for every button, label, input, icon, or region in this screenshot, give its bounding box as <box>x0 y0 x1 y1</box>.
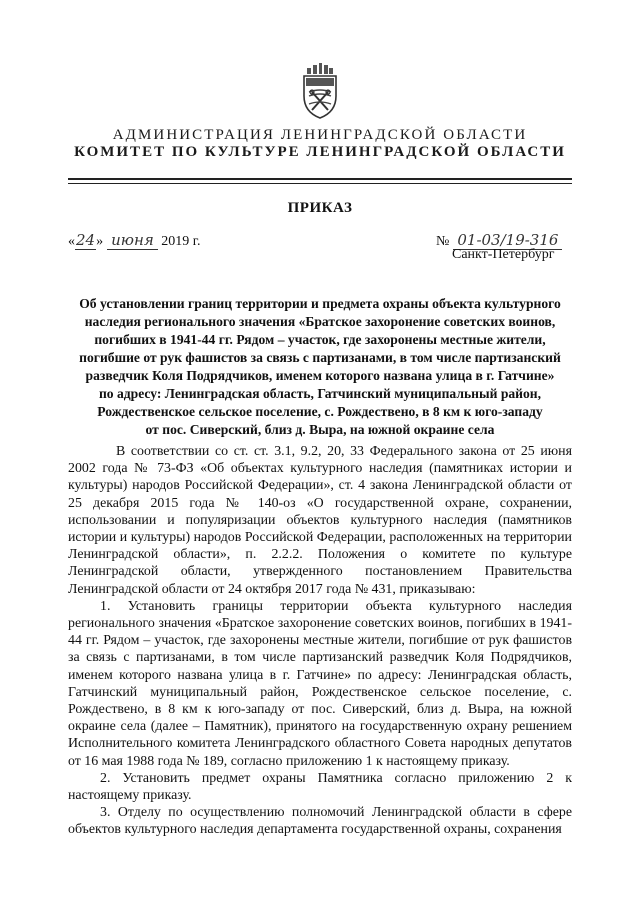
subject-line: по адресу: Ленинградская область, Гатчинский муниципальный район, <box>98 386 542 401</box>
order-item-3: 3. Отделу по осуществлению полномочий Ленинградской области в сфере объектов культурного наследия департамента государственной охраны, сохранения <box>68 805 572 838</box>
subject-line: Рождественское сельское поселение, с. Рождествено, в 8 км к юго-западу <box>97 404 543 419</box>
document-city: Санкт-Петербург <box>452 247 555 262</box>
date-year: 2019 г. <box>161 234 201 249</box>
subject-line: Об установлении границ территории и предмета охраны объекта культурного <box>79 296 561 311</box>
subject-line: разведчик Коля Подрядчиков, именем которого названа улица в г. Гатчине» <box>85 368 555 383</box>
date-day: 24 <box>76 231 96 249</box>
order-item-1: 1. Установить границы территории объекта культурного наследия регионального значения «Братское захоронение советских воинов, погибших в 1941-44 гг. Рядом – участок, где захоронены местные жители, погибшие от рук фашистов за связь с партизанами, в том числе партизанский разведчик Коля Подрядчиков, именем которого названа улица в г. Гатчине» по адресу: Ленинградская область, Гатчинский муниципальный район, Рождественское сельское поселение, с. Рождествено, в 8 км к юго-западу от пос. Сиверский, близ д. Выра, на южной окраине села (далее – Памятник), принятого на государственную охрану решением Исполнительного комитета Ленинградского областного Совета народных депутатов от 16 мая 1988 года № 189, согласно приложению 1 к настоящему приказу. <box>68 598 572 769</box>
header-rule-thick <box>68 178 572 180</box>
subject-line: наследия регионального значения «Братское захоронение советских воинов, <box>84 314 556 329</box>
number-prefix: № <box>436 234 450 249</box>
organization-line-2: КОМИТЕТ ПО КУЛЬТУРЕ ЛЕНИНГРАДСКОЙ ОБЛАСТИ <box>74 144 566 160</box>
document-subject <box>68 295 572 439</box>
subject-line: от пос. Сиверский, близ д. Выра, на южной окраине села <box>145 422 495 437</box>
coat-of-arms-icon <box>300 62 340 120</box>
number-value: 01-03/19-316 <box>453 231 562 250</box>
preamble-paragraph: В соответствии со ст. ст. 3.1, 9.2, 20, 33 Федерального закона от 25 июня 2002 года № 73-ФЗ «Об объектах культурного наследия (памятниках истории и культуры) народов Российской Федерации», ст. 4 закона Ленинградской области от 25 декабря 2015 года № 140-оз «О государственной охране, сохранении, использовании и популяризации объектов культурного наследия (памятников истории и культуры) народов Российской Федерации, расположенных на территории Ленинградской области», п. 2.2.2. Положения о комитете по культуре Ленинградской области, утвержденного постановлением Правительства Ленинградской области от 24 октября 2017 года № 431, приказываю: <box>68 444 572 597</box>
document-title: ПРИКАЗ <box>287 200 353 216</box>
document-body <box>68 443 572 839</box>
order-item-2: 2. Установить предмет охраны Памятника согласно приложению 2 к настоящему приказу. <box>68 770 572 804</box>
organization-line-1: АДМИНИСТРАЦИЯ ЛЕНИНГРАДСКОЙ ОБЛАСТИ <box>112 127 528 143</box>
subject-line: погибших в 1941-44 гг. Рядом – участок, где захоронены местные жители, <box>94 332 546 347</box>
subject-line: погибшие от рук фашистов за связь с партизанами, в том числе партизанский <box>79 350 561 365</box>
header-rule-thin <box>68 183 572 184</box>
date-month: июня <box>107 231 158 250</box>
order-date: «24» июня 2019 г. <box>68 231 201 249</box>
